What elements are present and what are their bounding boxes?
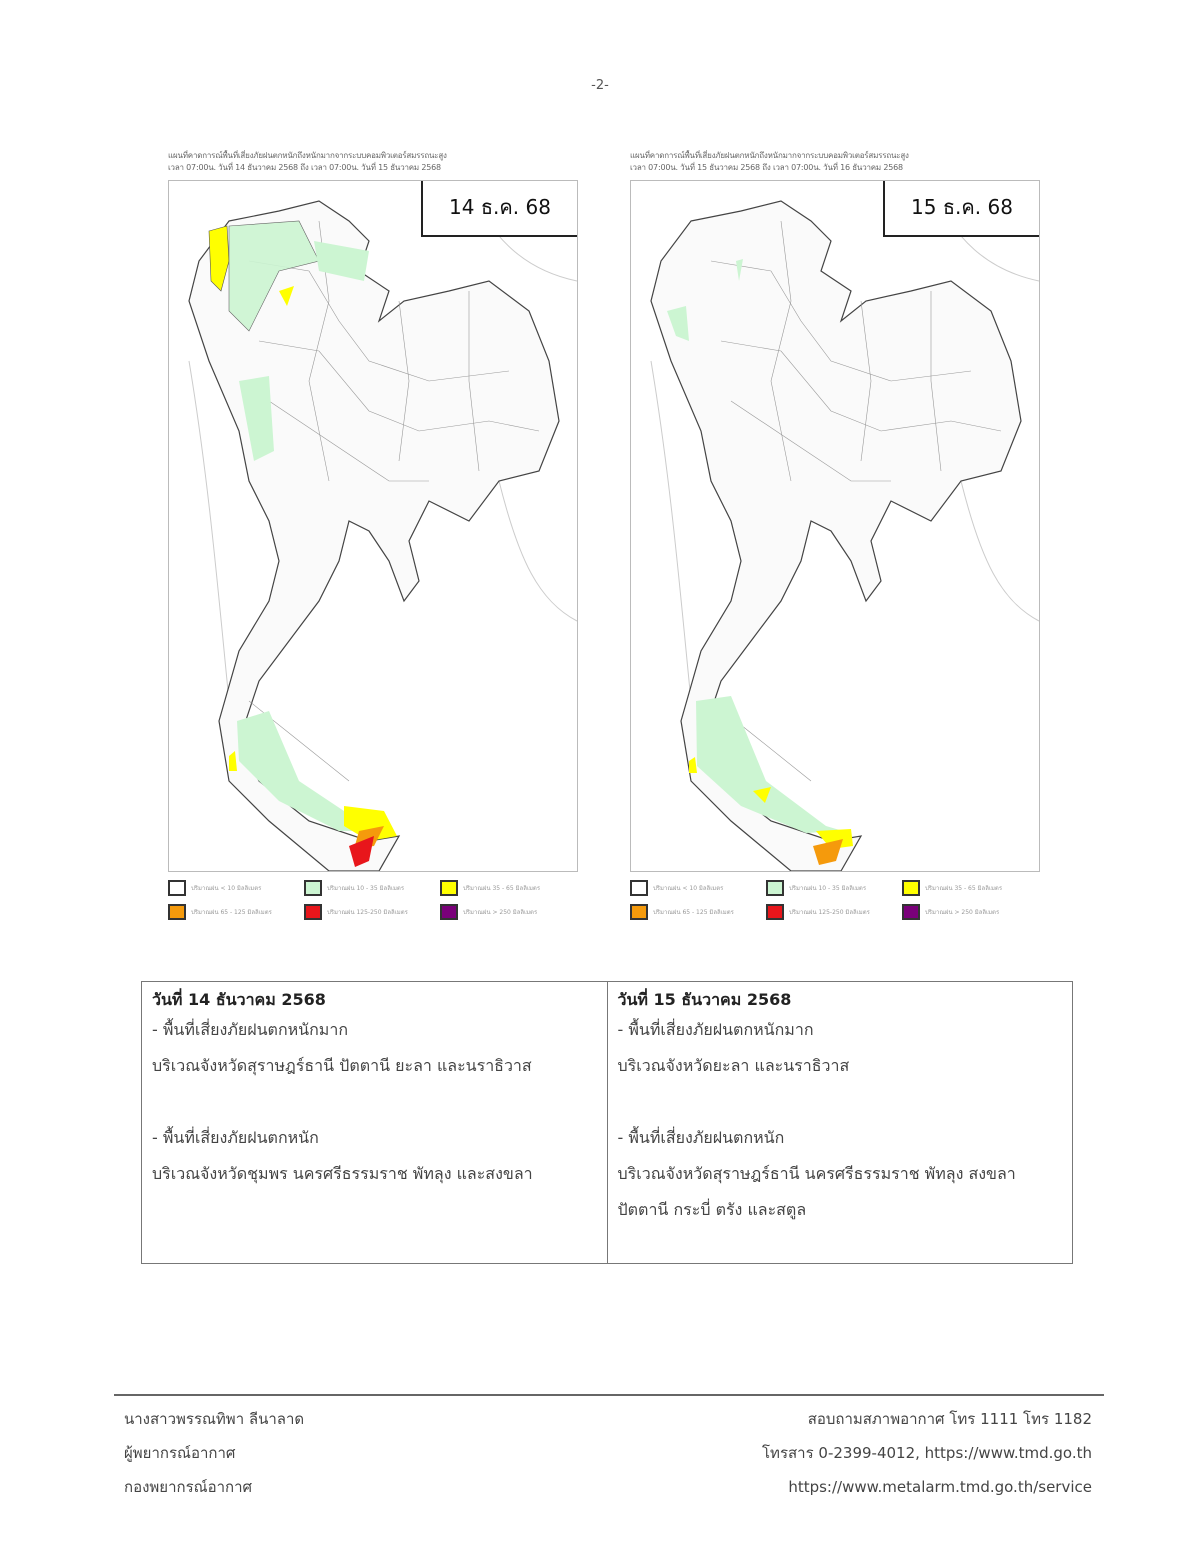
legend-item [304,904,440,920]
legend-label: ปริมาณฝน 35 - 65 มิลลิเมตร [925,885,1003,892]
heavy-rain-areas-cont: ปัตตานี กระบี่ ตรัง และสตูล [617,1200,807,1219]
legend-item [902,880,1038,896]
legend-swatch-green [766,880,784,896]
legend-label: ปริมาณฝน > 250 มิลลิเมตร [925,909,1000,916]
legend-label: ปริมาณฝน < 10 มิลลิเมตร [653,885,724,892]
legend-swatch-red [766,904,784,920]
contact-phone: สอบถามสภาพอากาศ โทร 1111 โทร 1182 [807,1410,1092,1428]
legend-item [168,904,304,920]
legend-swatch-yellow [902,880,920,896]
heavy-rain-heading: - พื้นที่เสี่ยงภัยฝนตกหนัก [617,1128,785,1147]
thailand-rain-map [168,180,578,872]
legend-swatch-red [304,904,322,920]
heavy-rain-areas: บริเวณจังหวัดสุราษฎร์ธานี นครศรีธรรมราช พัทลุง สงขลา [617,1164,1016,1183]
legend-label: ปริมาณฝน < 10 มิลลิเมตร [191,885,262,892]
legend-swatch-orange [168,904,186,920]
map-legend [168,880,576,920]
forecaster-division: กองพยากรณ์อากาศ [124,1478,253,1496]
map-caption-period: เวลา 07:00น. วันที่ 15 ธันวาคม 2568 ถึง เวลา 07:00น. วันที่ 16 ธันวาคม 2568 [630,163,903,172]
very-heavy-rain-heading: - พื้นที่เสี่ยงภัยฝนตกหนักมาก [152,1020,349,1039]
legend-swatch-purple [902,904,920,920]
map-caption [630,150,1050,176]
legend-label: ปริมาณฝน 10 - 35 มิลลิเมตร [327,885,405,892]
very-heavy-rain-areas: บริเวณจังหวัดยะลา และนราธิวาส [617,1056,850,1075]
legend-label: ปริมาณฝน 125-250 มิลลิเมตร [327,909,408,916]
legend-item [168,880,304,896]
page-number: -2- [591,78,609,93]
map-caption-title: แผนที่คาดการณ์พื้นที่เสี่ยงภัยฝนตกหนักถึงหนักมากจากระบบคอมพิวเตอร์สมรรถนะสูง [168,151,447,160]
legend-label: ปริมาณฝน 65 - 125 มิลลิเมตร [191,909,272,916]
forecast-summary-table [141,981,1073,1264]
footer-signature [124,1402,304,1504]
forecast-map-panel-day2 [630,150,1050,920]
legend-item [304,880,440,896]
map-caption-period: เวลา 07:00น. วันที่ 14 ธันวาคม 2568 ถึง เวลา 07:00น. วันที่ 15 ธันวาคม 2568 [168,163,441,172]
footer-divider [114,1394,1104,1396]
thailand-map-graphic [169,181,577,871]
heavy-rain-heading: - พื้นที่เสี่ยงภัยฝนตกหนัก [152,1128,319,1147]
summary-column-day2 [607,982,1073,1263]
legend-swatch-green [304,880,322,896]
map-caption-title: แผนที่คาดการณ์พื้นที่เสี่ยงภัยฝนตกหนักถึงหนักมากจากระบบคอมพิวเตอร์สมรรถนะสูง [630,151,909,160]
legend-item [440,880,576,896]
contact-service-link[interactable]: https://www.metalarm.tmd.go.th/service [788,1478,1092,1496]
legend-item [766,880,902,896]
very-heavy-rain-heading: - พื้นที่เสี่ยงภัยฝนตกหนักมาก [617,1020,814,1039]
legend-item [766,904,902,920]
heavy-rain-areas: บริเวณจังหวัดชุมพร นครศรีธรรมราช พัทลุง และสงขลา [152,1164,533,1183]
legend-swatch-yellow [440,880,458,896]
map-legend [630,880,1038,920]
forecaster-title: ผู้พยากรณ์อากาศ [124,1444,236,1462]
legend-item [902,904,1038,920]
legend-label: ปริมาณฝน > 250 มิลลิเมตร [463,909,538,916]
contact-fax-website[interactable]: โทรสาร 0-2399-4012, https://www.tmd.go.th [762,1444,1092,1462]
legend-item [630,904,766,920]
summary-date: วันที่ 14 ธันวาคม 2568 [152,990,326,1009]
forecaster-name: นางสาวพรรณทิพา ลีนาลาด [124,1410,305,1428]
forecast-map-panel-day1 [168,150,588,920]
legend-item [630,880,766,896]
summary-column-day1 [142,982,607,1263]
legend-label: ปริมาณฝน 35 - 65 มิลลิเมตร [463,885,541,892]
legend-swatch-purple [440,904,458,920]
legend-item [440,904,576,920]
legend-swatch-white [168,880,186,896]
summary-date: วันที่ 15 ธันวาคม 2568 [617,990,792,1009]
footer-contact [762,1402,1092,1504]
thailand-rain-map [630,180,1040,872]
legend-label: ปริมาณฝน 10 - 35 มิลลิเมตร [789,885,867,892]
thailand-map-graphic [631,181,1039,871]
map-date-label: 14 ธ.ค. 68 [421,180,578,237]
legend-label: ปริมาณฝน 125-250 มิลลิเมตร [789,909,870,916]
legend-swatch-orange [630,904,648,920]
map-date-label: 15 ธ.ค. 68 [883,180,1040,237]
very-heavy-rain-areas: บริเวณจังหวัดสุราษฎร์ธานี ปัตตานี ยะลา และนราธิวาส [152,1056,532,1075]
map-caption [168,150,588,176]
legend-label: ปริมาณฝน 65 - 125 มิลลิเมตร [653,909,734,916]
legend-swatch-white [630,880,648,896]
